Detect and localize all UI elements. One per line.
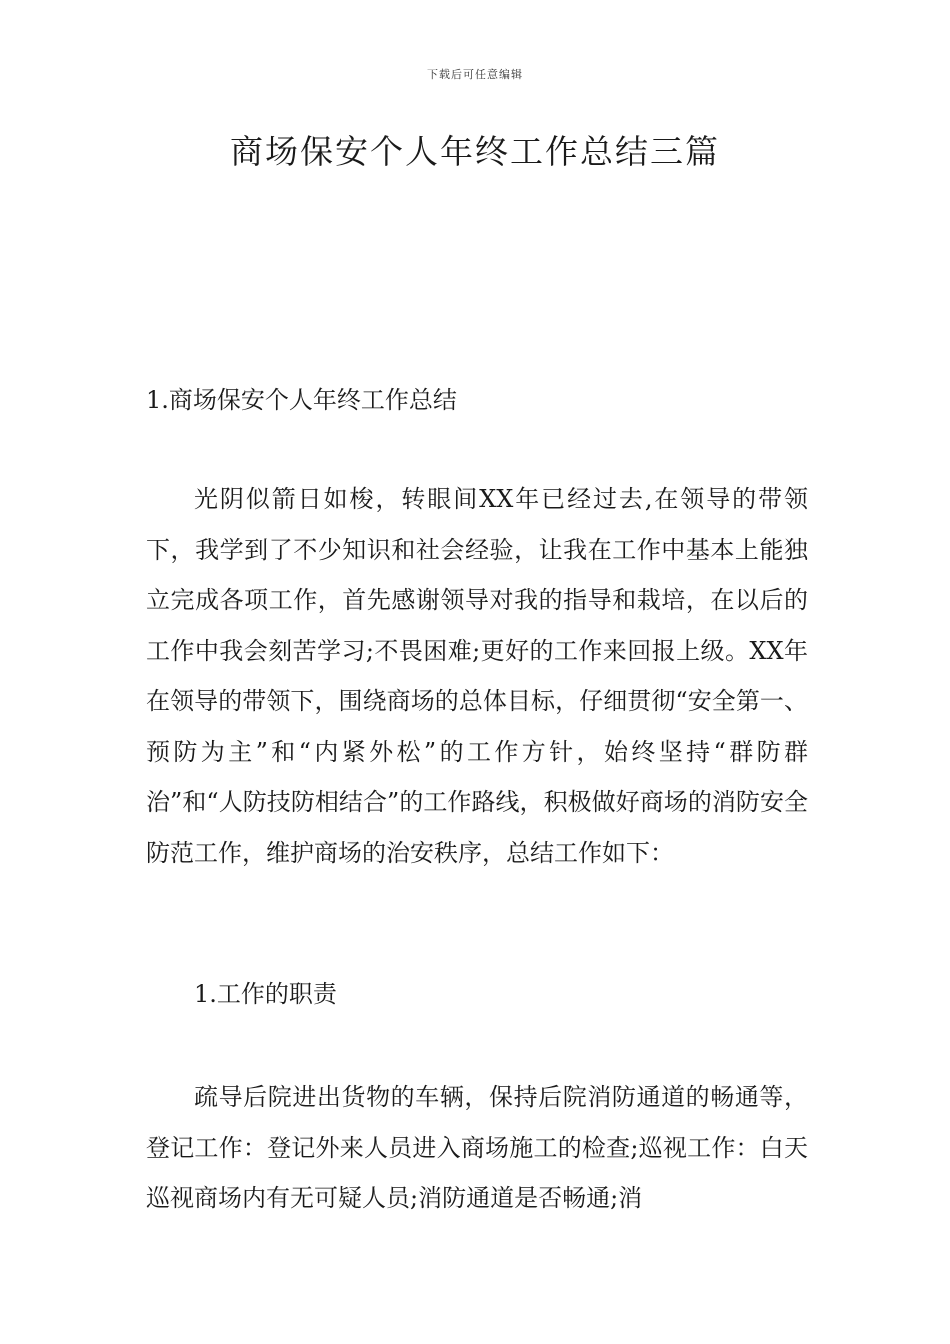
section-heading: 1.商场保安个人年终工作总结: [146, 386, 457, 414]
paragraph-intro: 光阴似箭日如梭，转眼间XX年已经过去,在领导的带领下，我学到了不少知识和社会经验，让我在工作中基本上能独立完成各项工作，首先感谢领导对我的指导和栽培，在以后的工作中我会刻苦学习;不畏困难;更好的工作来回报上级。XX年在领导的带领下，围绕商场的总体目标，仔细贯彻“安全第一、预防为主”和“内紧外松”的工作方针，始终坚持“群防群治”和“人防技防相结合”的工作路线，积极做好商场的消防安全防范工作，维护商场的治安秩序，总结工作如下：: [146, 485, 808, 867]
sub-heading-duties: 1.工作的职责: [194, 980, 337, 1008]
paragraph-duties: 疏导后院进出货物的车辆，保持后院消防通道的畅通等，登记工作：登记外来人员进入商场施工的检查;巡视工作：白天巡视商场内有无可疑人员;消防通道是否畅通;消: [146, 1083, 808, 1212]
header-note: 下载后可任意编辑: [427, 68, 523, 81]
document-title: 商场保安个人年终工作总结三篇: [230, 132, 720, 171]
